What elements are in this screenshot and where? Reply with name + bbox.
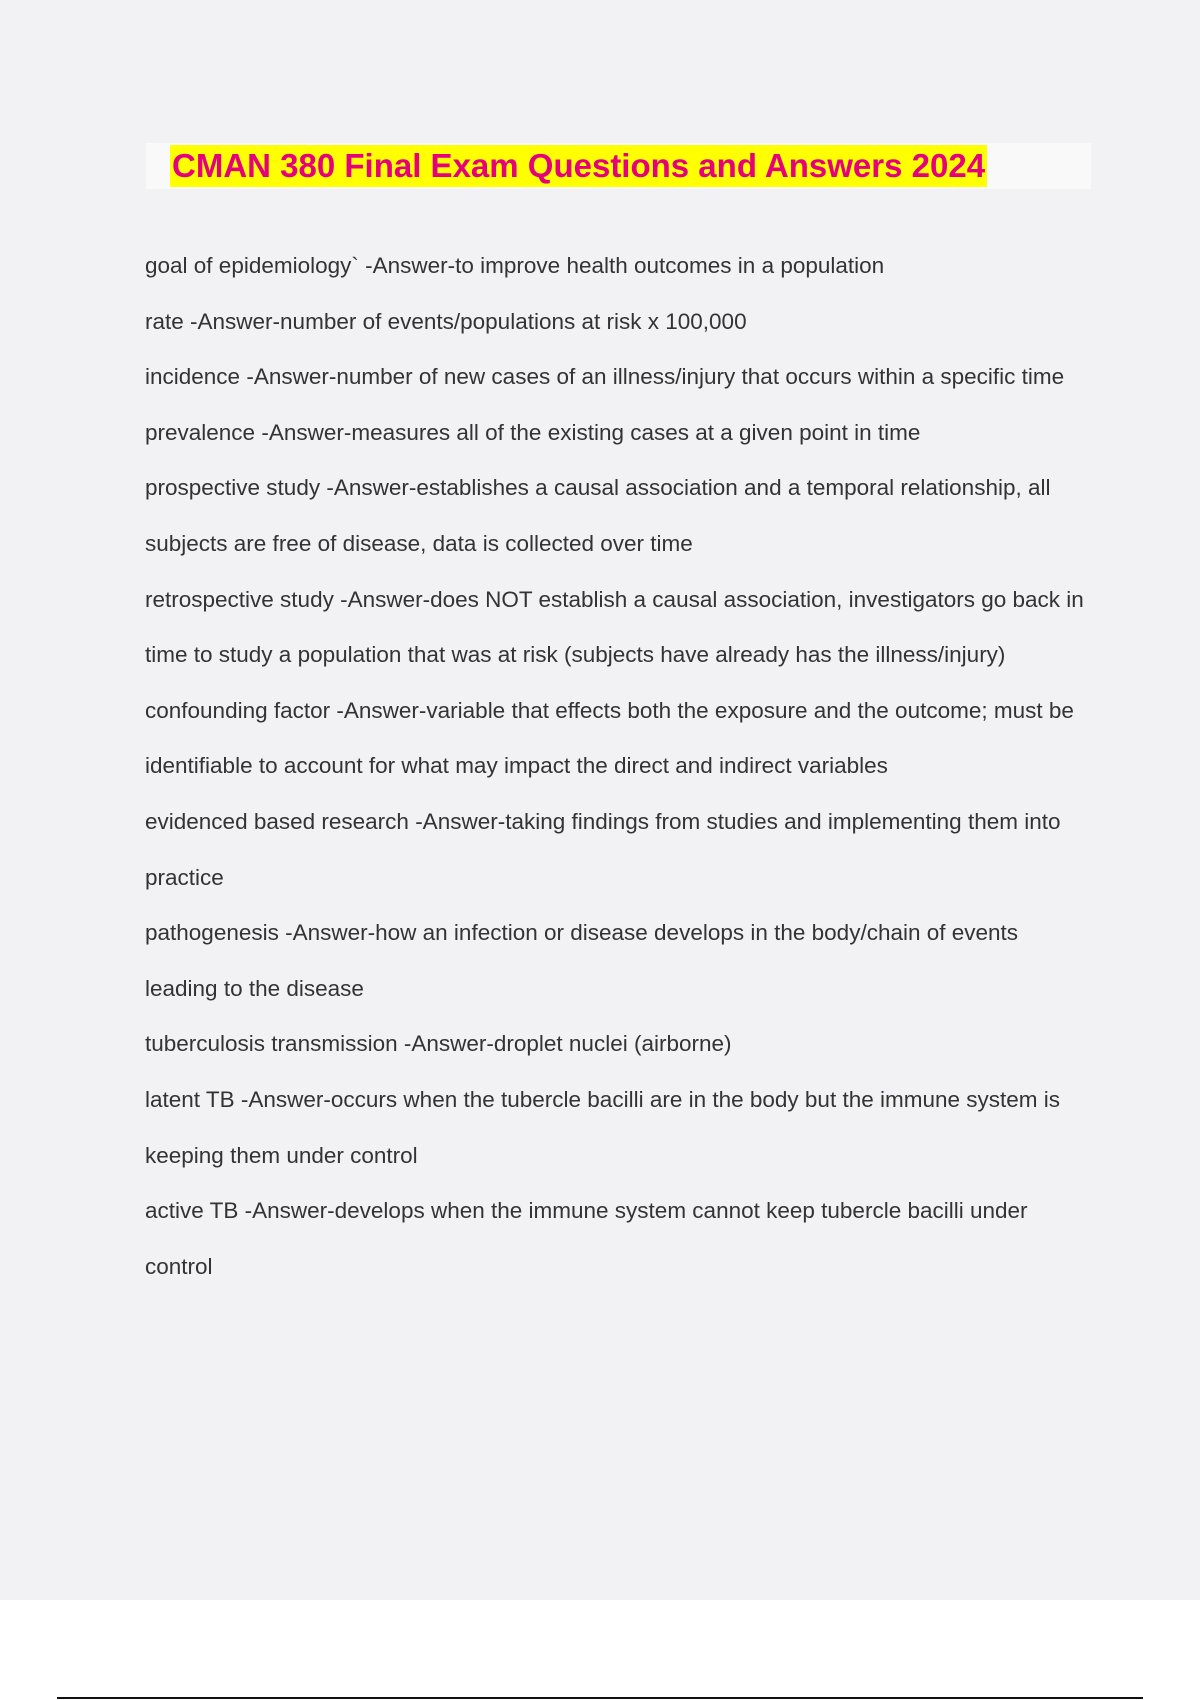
qa-item [145, 405, 1095, 461]
qa-term: pathogenesis [145, 920, 279, 946]
qa-answer: develops when the immune system cannot keep tubercle bacilli under control [145, 1198, 1028, 1279]
qa-term: tuberculosis transmission [145, 1031, 398, 1057]
answer-separator: -Answer- [240, 364, 337, 390]
answer-separator: -Answer- [397, 1031, 494, 1057]
qa-item [145, 905, 1095, 1016]
qa-term: prevalence [145, 419, 256, 445]
qa-item [145, 238, 1095, 294]
qa-term: prospective study [145, 475, 321, 501]
qa-answer: number of events/populations at risk x 100,000 [280, 308, 747, 334]
answer-separator: -Answer- [278, 920, 376, 946]
qa-item [145, 1183, 1095, 1294]
qa-answer: taking findings from studies and implementing them into practice [145, 808, 1061, 890]
qa-item [145, 1016, 1095, 1072]
qa-item [145, 460, 1095, 571]
answer-separator: -Answer- [183, 308, 281, 334]
qa-answer: droplet nuclei (airborne) [493, 1031, 732, 1057]
answer-separator: -Answer- [234, 1086, 331, 1112]
qa-answer: how an infection or disease develops in the body/chain of events leading to the disease [145, 920, 1019, 1001]
qa-term: latent TB [145, 1086, 235, 1112]
answer-separator: -Answer- [330, 697, 427, 723]
qa-answer: measures all of the existing cases at a given point in time [351, 419, 921, 445]
answer-separator: -Answer- [238, 1198, 335, 1224]
qa-term: evidenced based research [145, 808, 409, 834]
qa-term: incidence [145, 364, 241, 390]
answer-separator: -Answer- [320, 475, 417, 501]
qa-term: rate [145, 308, 184, 334]
answer-separator: -Answer- [333, 586, 431, 612]
qa-answer: variable that effects both the exposure and the outcome; must be identifiable to account for what may impact the direct and indirect variables [145, 697, 1074, 779]
qa-answer: to improve health outcomes in a population [455, 253, 885, 278]
qa-answer: occurs when the tubercle bacilli are in the body but the immune system is keeping them under control [145, 1086, 1061, 1168]
qa-answer: does NOT establish a causal association, investigators go back in time to study a population that was at risk (subjects have already has the illness/injury) [145, 586, 1084, 668]
qa-answer: establishes a causal association and a temporal relationship, all subjects are free of disease, data is collected over time [145, 475, 1051, 556]
document-title: CMAN 380 Final Exam Questions and Answers 2024 [170, 145, 987, 187]
qa-term: active TB [145, 1198, 239, 1224]
qa-term: retrospective study [145, 586, 334, 612]
bottom-divider [57, 1697, 1143, 1699]
qa-item [145, 1072, 1095, 1183]
qa-item [145, 349, 1095, 405]
qa-item [145, 294, 1095, 350]
qa-term: confounding factor [145, 697, 331, 723]
qa-answer: number of new cases of an illness/injury that occurs within a specific time [336, 364, 1065, 390]
answer-separator: -Answer- [255, 419, 352, 445]
answer-separator: -Answer- [408, 808, 506, 834]
qa-item [145, 572, 1095, 683]
answer-separator: -Answer- [358, 253, 456, 278]
qa-item [145, 794, 1095, 905]
qa-item [145, 683, 1095, 794]
qa-term: goal of epidemiology` [145, 253, 359, 278]
qa-list [145, 238, 1095, 1294]
